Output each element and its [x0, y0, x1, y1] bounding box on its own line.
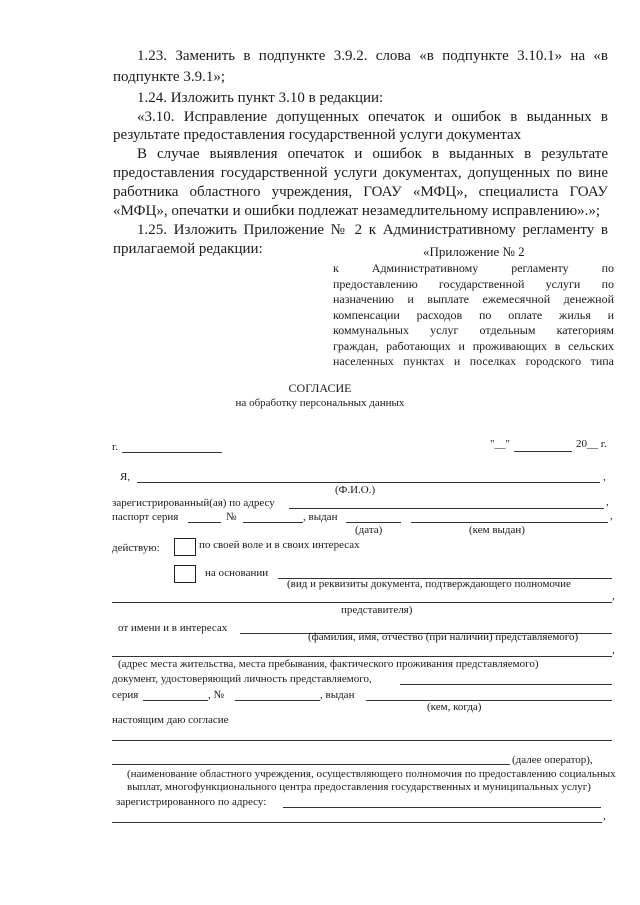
passport-number-field[interactable]	[243, 522, 303, 523]
fio-field[interactable]	[137, 482, 600, 483]
date-caption: (дата)	[355, 524, 383, 536]
passport-date-field[interactable]	[346, 522, 401, 523]
on-behalf-label: от имени и в интересах	[118, 622, 228, 634]
appendix-caption-line: граждан, работающих и проживающих в сельских	[333, 338, 614, 353]
correction-para-line4: «МФЦ», опечатки и ошибки подлежат незамедлительному исправлению».»;	[113, 203, 601, 219]
fio-comma: ,	[603, 471, 606, 483]
own-interest-checkbox[interactable]	[174, 538, 196, 556]
city-field[interactable]	[122, 452, 222, 453]
passport-no-label: №	[226, 511, 237, 523]
represented-number-field[interactable]	[235, 700, 320, 701]
represented-address-field[interactable]	[112, 656, 612, 657]
ya-label: Я,	[120, 471, 131, 483]
own-interest-label: по своей воле и в своих интересах	[199, 539, 360, 551]
passport-issuer-field[interactable]	[411, 522, 608, 523]
appendix-caption-line: к Административному регламенту по	[333, 261, 614, 275]
registered-label: зарегистрированный(ая) по адресу	[112, 497, 275, 509]
amendment-1-25-line2: прилагаемой редакции:	[113, 241, 263, 257]
correction-para-line3: работника областного учреждения, ГОАУ «МФЦ», специалиста ГОАУ	[113, 184, 608, 200]
amendment-1-24: 1.24. Изложить пункт 3.10 в редакции:	[137, 90, 384, 106]
passport-issued-label: , выдан	[303, 511, 338, 523]
represented-address-caption: (адрес места жительства, места пребывания, фактического проживания представляемого)	[118, 658, 539, 670]
basis-caption: (вид и реквизиты документа, подтверждающего полномочие	[287, 578, 571, 590]
address-comma: ,	[606, 496, 609, 508]
appendix-caption-line: предоставлению государственной услуги по	[333, 276, 614, 291]
operator-address-field-2[interactable]	[112, 822, 602, 823]
operator-caption-line1: (наименование областного учреждения, осуществляющего полномочия по предоставлению социальных	[127, 768, 616, 780]
represented-series-field[interactable]	[143, 700, 208, 701]
amendment-1-23-line1: 1.23. Заменить в подпункте 3.9.2. слова «в подпункте 3.10.1» на «в	[137, 48, 608, 64]
amendment-1-25-line1: 1.25. Изложить Приложение № 2 к Административному регламенту в	[137, 222, 608, 238]
amendment-1-23-line2: подпункте 3.9.1»;	[113, 69, 226, 85]
date-month-field[interactable]	[514, 451, 572, 452]
clause-3-10-line2: результате предоставления государственной услуги документах	[113, 127, 522, 143]
fio-caption: (Ф.И.О.)	[335, 484, 376, 496]
who-when-caption: (кем, когда)	[427, 701, 482, 713]
date-year: 20__ г.	[576, 438, 607, 450]
date-day: "__"	[490, 438, 510, 450]
hereby-consent-label: настоящим даю согласие	[112, 714, 229, 726]
basis-checkbox[interactable]	[174, 565, 196, 583]
appendix-caption	[333, 261, 614, 370]
basis-comma: ,	[612, 590, 615, 602]
represented-issued-label: , выдан	[320, 689, 355, 701]
operator-address-comma: ,	[603, 810, 606, 822]
represented-issuer-field[interactable]	[366, 700, 612, 701]
appendix-title: «Приложение № 2	[423, 244, 525, 259]
operator-label: (далее оператор),	[512, 754, 593, 766]
basis-document-field-2[interactable]	[112, 602, 612, 603]
passport-series-field[interactable]	[188, 522, 221, 523]
represented-series-label: серия	[112, 689, 139, 701]
operator-address-field[interactable]	[283, 807, 601, 808]
passport-comma: ,	[610, 510, 613, 522]
consent-title: СОГЛАСИЕ	[288, 381, 352, 395]
representative-caption: представителя)	[341, 604, 413, 616]
operator-name-field-2[interactable]	[112, 764, 510, 765]
represented-document-field[interactable]	[400, 684, 612, 685]
basis-label: на основании	[205, 567, 269, 579]
operator-address-label: зарегистрированного по адресу:	[116, 796, 267, 808]
consent-subtitle: на обработку персональных данных	[235, 397, 405, 409]
appendix-caption-line: назначению и выплате ежемесячной денежной	[333, 292, 614, 306]
acting-label: действую:	[112, 542, 160, 554]
represented-name-caption: (фамилия, имя, отчество (при наличии) представляемого)	[308, 631, 579, 643]
represented-address-comma: ,	[612, 644, 615, 656]
appendix-caption-line: коммунальных услуг отдельным категориям	[333, 323, 614, 337]
operator-name-field[interactable]	[112, 740, 612, 741]
passport-series-label: паспорт серия	[112, 511, 179, 523]
issuer-caption: (кем выдан)	[469, 524, 525, 536]
clause-3-10-line1: «3.10. Исправление допущенных опечаток и ошибок в выданных в	[137, 109, 608, 125]
correction-para-line2: предоставления государственной услуги документах, допущенных по вине	[113, 165, 608, 181]
represented-no-label: , №	[208, 689, 224, 701]
operator-caption-line2: выплат, многофункционального центра предоставления государственных и муниципальных услуг)	[127, 781, 591, 793]
correction-para-line1: В случае выявления опечаток и ошибок в выданных в результате	[137, 146, 608, 162]
appendix-caption-line: населенных пунктах и поселках городского типа	[333, 354, 614, 368]
represented-document-label: документ, удостоверяющий личность представляемого,	[112, 673, 372, 685]
appendix-caption-line: компенсации расходов по оплате жилья и	[333, 307, 614, 322]
address-field[interactable]	[289, 508, 604, 509]
city-prefix: г.	[112, 441, 119, 453]
